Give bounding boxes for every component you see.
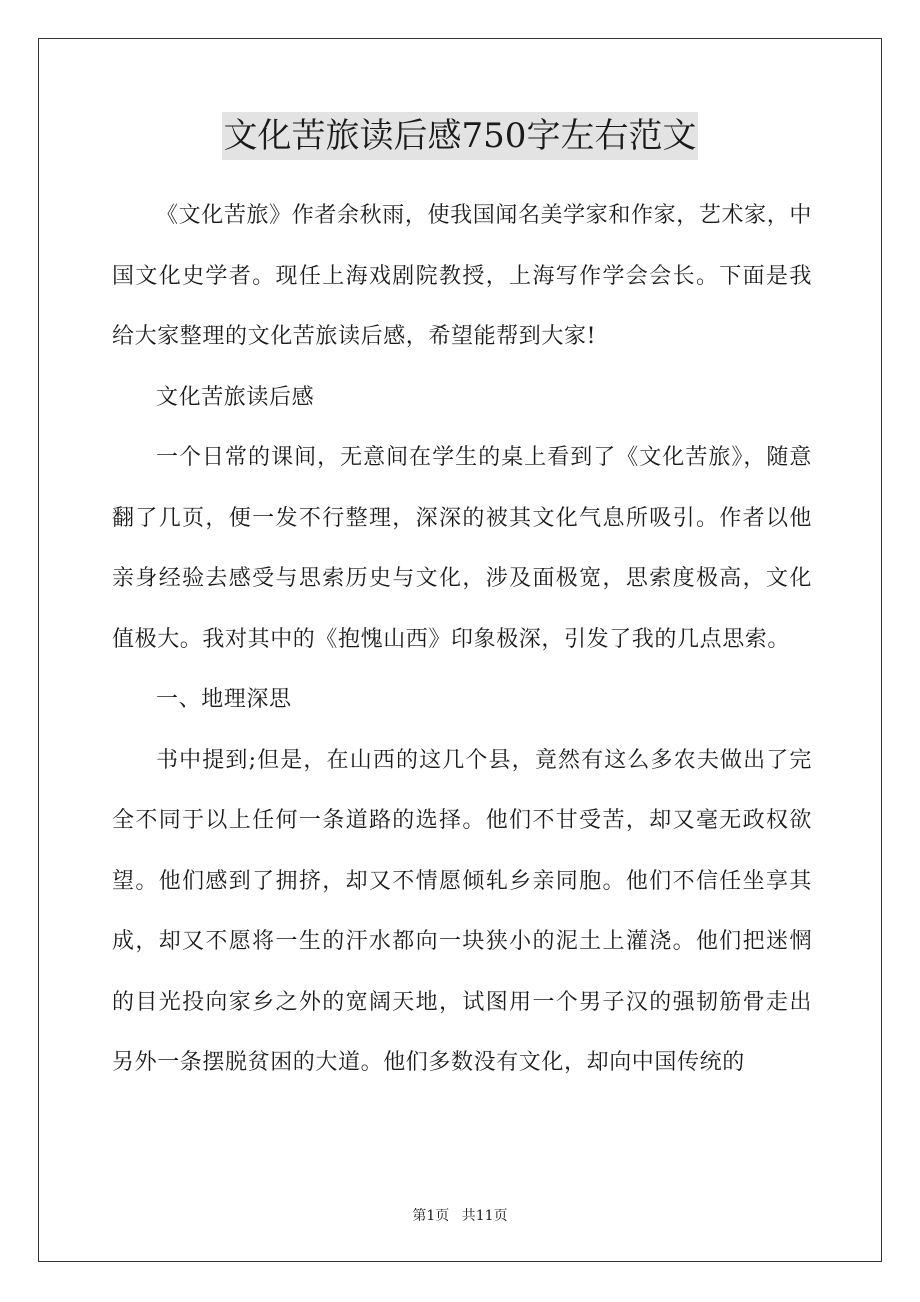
section-heading: 文化苦旅读后感 [156,384,315,410]
page-footer [0,1205,920,1225]
paragraph-intro: 《文化苦旅》作者余秋雨，使我国闻名美学家和作家，艺术家，中国文化史学者。现任上海戏剧院教授，上海写作学会会长。下面是我给大家整理的文化苦旅读后感，希望能帮到大家! [112,203,812,349]
paragraph-1: 一个日常的课间，无意间在学生的桌上看到了《文化苦旅》，随意翻了几页，便一发不行整理，深深的被其文化气息所吸引。作者以他亲身经验去感受与思索历史与文化，涉及面极宽，思索度极高，文化值极大。我对其中的《抱愧山西》印象极深，引发了我的几点思索。 [112,445,812,652]
document-body [112,186,812,1094]
total-pages: 共11页 [461,1208,508,1224]
paragraph-2: 书中提到;但是，在山西的这几个县，竟然有这么多农夫做出了完全不同于以上任何一条道路的选择。他们不甘受苦，却又毫无政权欲望。他们感到了拥挤，却又不情愿倾轧乡亲同胞。他们不信任坐享其成，却又不愿将一生的汗水都向一块狭小的泥土上灌浇。他们把迷惘的目光投向家乡之外的宽阔天地，试图用一个男子汉的强韧筋骨走出另外一条摆脱贫困的大道。他们多数没有文化，却向中国传统的 [112,747,812,1075]
subsection-heading: 一、地理深思 [156,687,292,712]
page-number: 第1页 [412,1208,450,1224]
title-container [0,112,920,160]
document-title: 文化苦旅读后感750字左右范文 [222,112,699,160]
